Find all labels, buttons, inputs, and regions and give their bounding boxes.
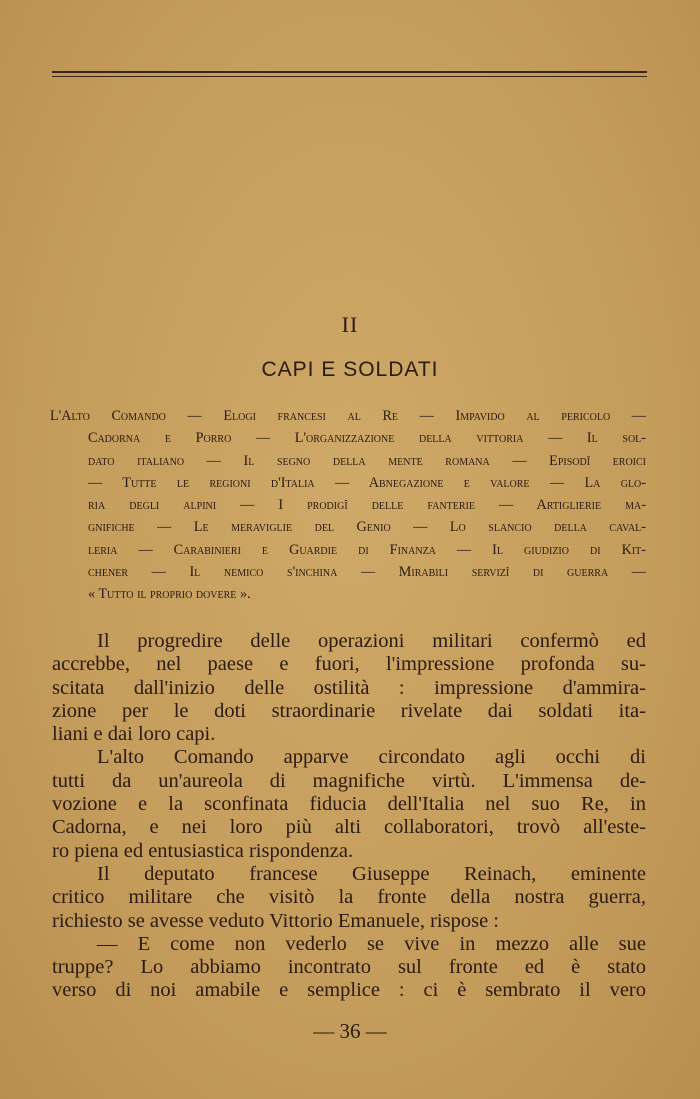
summary-line: gnifiche — Le meraviglie del Genio — Lo slancio della caval- xyxy=(88,519,646,536)
summary-line: « Tutto il proprio dovere ». xyxy=(88,586,251,603)
top-rule-thick xyxy=(52,71,647,73)
body-line: vozione e la sconfinata fiducia dell'Italia nel suo Re, in xyxy=(52,793,646,816)
body-line: ro piena ed entusiastica rispondenza. xyxy=(52,839,354,862)
body-line: Il deputato francese Giuseppe Reinach, eminente xyxy=(97,862,646,885)
body-line: truppe? Lo abbiamo incontrato sul fronte ed è stato xyxy=(52,956,646,979)
body-line: richiesto se avesse veduto Vittorio Emanuele, rispose : xyxy=(52,909,500,932)
top-rule-thin xyxy=(52,76,647,77)
summary-line: leria — Carabinieri e Guardie di Finanza — Il giudizio di Kit- xyxy=(88,541,646,558)
body-line: tutti da un'aureola di magnifiche virtù. L'immensa de- xyxy=(52,769,646,792)
summary-line: Cadorna e Porro — L'organizzazione della vittoria — Il sol- xyxy=(88,430,646,447)
body-line: L'alto Comando apparve circondato agli occhi di xyxy=(97,746,646,769)
body-line: zione per le doti straordinarie rivelate dai soldati ita- xyxy=(52,699,646,722)
page-number: — 36 — xyxy=(313,1019,387,1043)
chapter-title: CAPI E SOLDATI xyxy=(261,358,439,381)
summary-line: ria degli alpini — I prodigî delle fanterie — Artiglierie ma- xyxy=(88,497,646,514)
body-text xyxy=(52,630,646,1003)
summary-line: dato italiano — Il segno della mente romana — Episodî eroici xyxy=(88,452,646,469)
body-line: Il progredire delle operazioni militari confermò ed xyxy=(97,630,646,652)
body-line: liani e dai loro capi. xyxy=(52,723,216,746)
chapter-number: II xyxy=(341,312,359,337)
chapter-summary xyxy=(50,405,646,606)
body-line: scitata dall'inizio delle ostilità : impressione d'ammira- xyxy=(52,676,646,699)
summary-line: chener — Il nemico s'inchina — Mirabili servizî di guerra — xyxy=(88,564,646,581)
body-line: Cadorna, e nei loro più alti collaboratori, trovò all'este- xyxy=(52,816,646,839)
summary-line: — Tutte le regioni d'Italia — Abnegazione e valore — La glo- xyxy=(88,474,646,491)
body-line: verso di noi amabile e semplice : ci è sembrato il vero xyxy=(52,979,646,1002)
body-line: critico militare che visitò la fronte della nostra guerra, xyxy=(52,886,646,909)
summary-line: L'Alto Comando — Elogi francesi al Re — Impavido al pericolo — xyxy=(50,408,646,424)
body-line: — E come non vederlo se vive in mezzo alle sue xyxy=(97,932,646,955)
body-line: accrebbe, nel paese e fuori, l'impressione profonda su- xyxy=(52,653,646,676)
